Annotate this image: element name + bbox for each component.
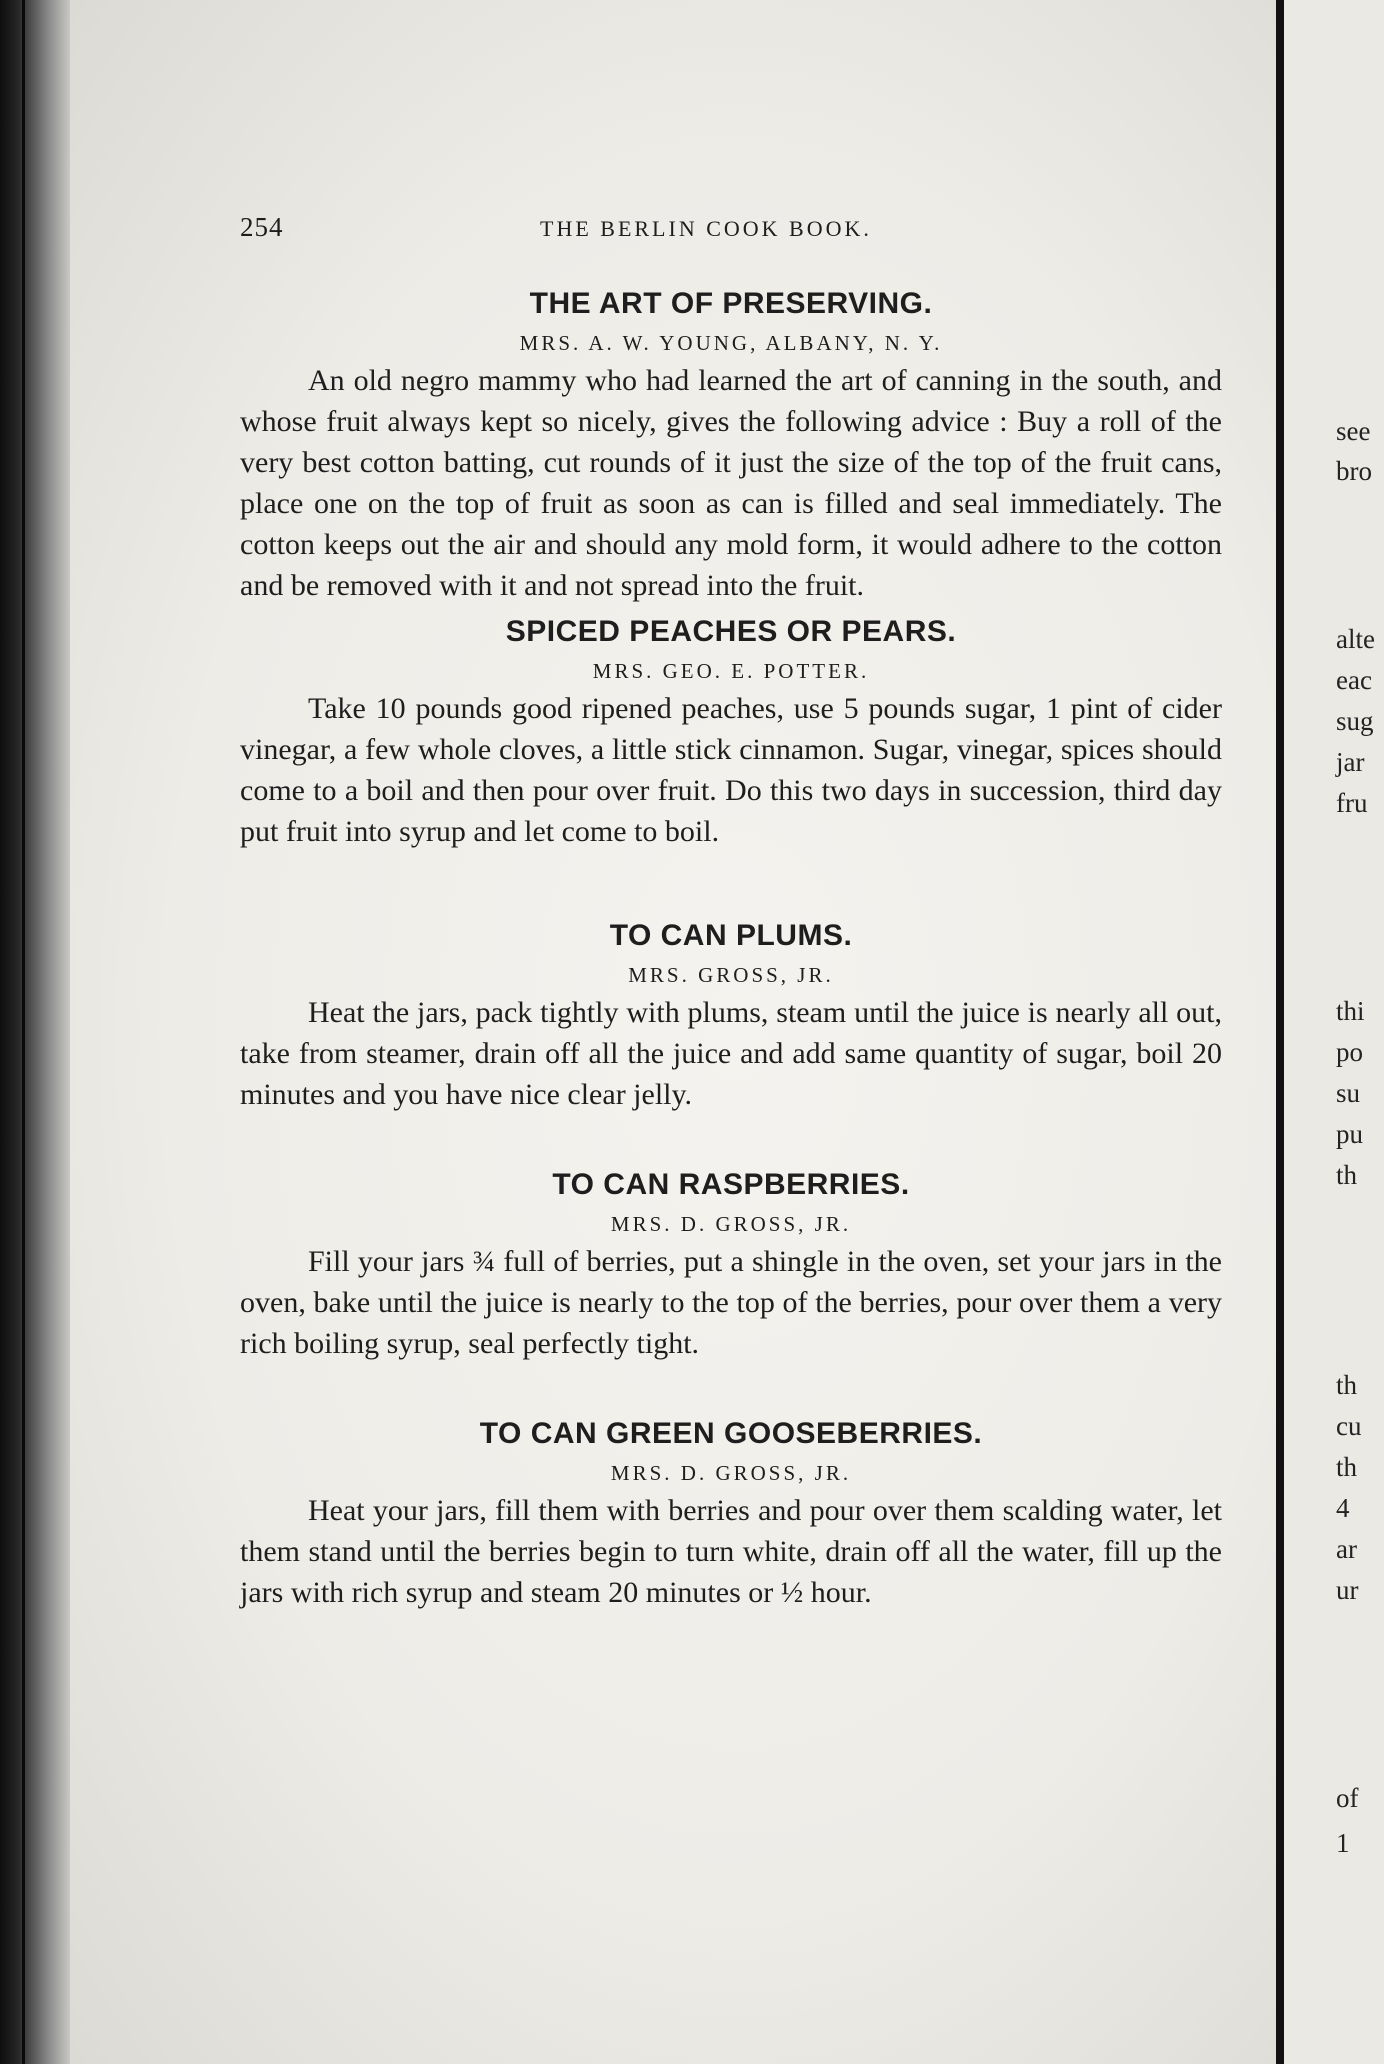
recipe-title: SPICED PEACHES OR PEARS. (505, 615, 957, 648)
running-head: THE BERLIN COOK BOOK. (540, 216, 872, 241)
recipe-title: TO CAN RASPBERRIES. (552, 1168, 910, 1201)
adjacent-page-fragment: pu (1336, 1119, 1363, 1149)
adjacent-page-fragment: 1 (1336, 1828, 1350, 1858)
adjacent-page-fragment: po (1336, 1037, 1363, 1067)
recipe-section (240, 1163, 1222, 1364)
recipe-author: MRS. GROSS, JR. (628, 963, 834, 987)
adjacent-page-fragment: ur (1336, 1575, 1359, 1605)
recipe-author: MRS. D. GROSS, JR. (610, 1461, 852, 1485)
adjacent-page-fragment: thi (1336, 996, 1365, 1026)
recipe-section (240, 282, 1222, 606)
recipe-text: Fill your jars ¾ full of berries, put a shingle in the oven, set your jars in the oven, bake until the juice is nearly to the top of the berries, pour over them a very rich boiling syrup, seal perfectly tight. (240, 1245, 1222, 1360)
page-header (240, 212, 1240, 252)
recipe-text: Heat the jars, pack tightly with plums, steam until the juice is nearly all out, take from steamer, drain off all the juice and add same quantity of sugar, boil 20 minutes and you have nice clear jelly. (240, 996, 1222, 1111)
recipe-text: An old negro mammy who had learned the art of canning in the south, and whose fruit always kept so nicely, gives the following advice : Buy a roll of the very best cotton batting, cut rounds of it just the size of the top of the fruit cans, place one on the top of fruit as soon as can is filled and seal immediately. The cotton keeps out the air and should any mold form, it would adhere to the cotton and be removed with it and not spread into the fruit. (240, 364, 1222, 602)
recipe-section (240, 1412, 1222, 1613)
adjacent-page-fragment: of (1336, 1783, 1359, 1813)
adjacent-page-fragment: sug (1336, 706, 1374, 736)
adjacent-page-fragment: bro (1336, 456, 1372, 486)
page-content (240, 282, 1222, 1613)
recipe-title: TO CAN GREEN GOOSEBERRIES. (479, 1417, 983, 1450)
adjacent-page-fragment: th (1336, 1160, 1358, 1190)
adjacent-page-fragment: alte (1336, 624, 1375, 654)
recipe-section (240, 914, 1222, 1115)
adjacent-page-fragment: th (1336, 1452, 1358, 1482)
adjacent-page-fragment: th (1336, 1370, 1358, 1400)
book-binding (0, 0, 70, 2064)
adjacent-page (1284, 0, 1384, 2064)
recipe-title: THE ART OF PRESERVING. (529, 287, 933, 320)
recipe-section (240, 610, 1222, 852)
adjacent-page-fragment: ar (1336, 1534, 1357, 1564)
page-number: 254 (240, 212, 284, 242)
adjacent-page-fragment: jar (1336, 747, 1365, 777)
recipe-author: MRS. GEO. E. POTTER. (592, 659, 870, 683)
adjacent-page-fragment: fru (1336, 788, 1368, 818)
adjacent-page-fragment: eac (1336, 665, 1372, 695)
recipe-text: Take 10 pounds good ripened peaches, use 5 pounds sugar, 1 pint of cider vinegar, a few whole cloves, a little stick cinnamon. Sugar, vinegar, spices should come to a boil and then pour over fruit. Do this two days in succession, third day put fruit into syrup and let come to boil. (240, 692, 1222, 848)
recipe-author: MRS. D. GROSS, JR. (610, 1212, 852, 1236)
adjacent-page-fragment: 4 (1336, 1493, 1350, 1523)
adjacent-page-fragment: su (1336, 1078, 1361, 1108)
recipe-author: MRS. A. W. YOUNG, ALBANY, N. Y. (519, 331, 943, 355)
adjacent-page-fragment: see (1336, 416, 1371, 446)
adjacent-page-fragment: cu (1336, 1411, 1362, 1441)
page-fold (1276, 0, 1284, 2064)
recipe-title: TO CAN PLUMS. (609, 919, 853, 952)
recipe-text: Heat your jars, fill them with berries and pour over them scalding water, let them stand until the berries begin to turn white, drain off all the water, fill up the jars with rich syrup and steam 20 minutes or ½ hour. (240, 1494, 1222, 1609)
